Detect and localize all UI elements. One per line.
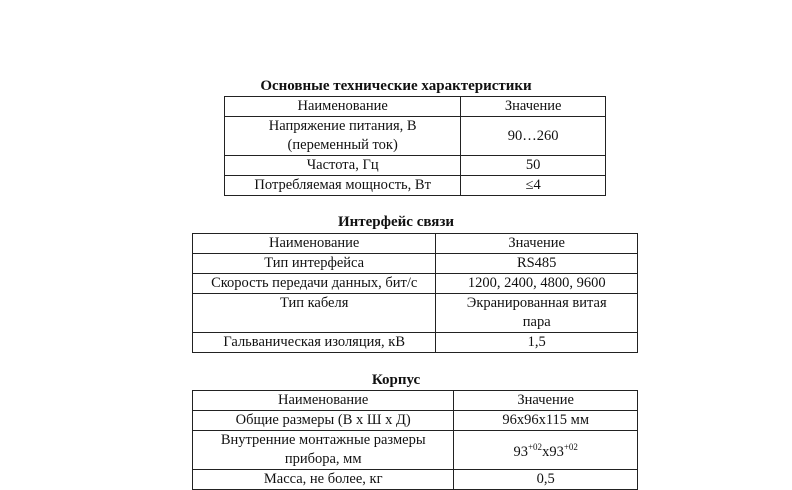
name-cell: Тип интерфейса [193, 254, 436, 274]
name-line: Внутренние монтажные размеры [220, 432, 426, 448]
value-cell [454, 431, 638, 470]
name-cell: Скорость передачи данных, бит/с [193, 274, 436, 294]
value-cell: 1200, 2400, 4800, 9600 [436, 274, 638, 294]
table-row [193, 411, 638, 431]
name-cell [193, 431, 454, 470]
value-cell: 0,5 [454, 470, 638, 490]
housing-table [192, 390, 638, 490]
table-row [225, 176, 606, 196]
table-row [193, 294, 638, 333]
table-row [193, 431, 638, 470]
header-value-cell: Значение [461, 97, 606, 117]
value-line: Экранированная витая [466, 295, 607, 311]
value-line: пара [522, 314, 551, 330]
header-name-cell: Наименование [225, 97, 461, 117]
table-row [193, 254, 638, 274]
name-line: прибора, мм [284, 451, 362, 467]
table-row [225, 117, 606, 156]
value-base: 93 [513, 444, 528, 460]
header-value-cell: Значение [454, 391, 638, 411]
name-cell: Гальваническая изоляция, кВ [193, 333, 436, 353]
interface-table [192, 233, 638, 353]
value-cell: 96х96х115 мм [454, 411, 638, 431]
value-cell: 1,5 [436, 333, 638, 353]
table2-title: Интерфейс связи [337, 214, 455, 230]
name-cell [225, 117, 461, 156]
name-cell: Тип кабеля [193, 294, 436, 333]
value-cell: ≤4 [461, 176, 606, 196]
table-row [193, 333, 638, 353]
header-name-cell: Наименование [193, 234, 436, 254]
name-line: (переменный ток) [287, 137, 398, 153]
table-header-row [193, 391, 638, 411]
value-base: 93 [549, 444, 564, 460]
header-name-cell: Наименование [193, 391, 454, 411]
value-tolerance: +02 [527, 442, 543, 452]
specs-table [224, 96, 606, 196]
table1-title: Основные технические характеристики [260, 78, 532, 94]
name-line: Напряжение питания, В [268, 118, 417, 134]
table-row [225, 156, 606, 176]
name-cell: Потребляемая мощность, Вт [225, 176, 461, 196]
value-tolerance: +02 [563, 442, 578, 452]
value-cell [436, 294, 638, 333]
value-cell: RS485 [436, 254, 638, 274]
value-cell: 90…260 [461, 117, 606, 156]
table3-title: Корпус [371, 372, 421, 388]
name-cell: Масса, не более, кг [193, 470, 454, 490]
table-row [193, 274, 638, 294]
value-separator: х [542, 444, 550, 460]
table-header-row [193, 234, 638, 254]
value-cell: 50 [461, 156, 606, 176]
table-header-row [225, 97, 606, 117]
name-cell: Общие размеры (В х Ш х Д) [193, 411, 454, 431]
name-cell: Частота, Гц [225, 156, 461, 176]
header-value-cell: Значение [436, 234, 638, 254]
